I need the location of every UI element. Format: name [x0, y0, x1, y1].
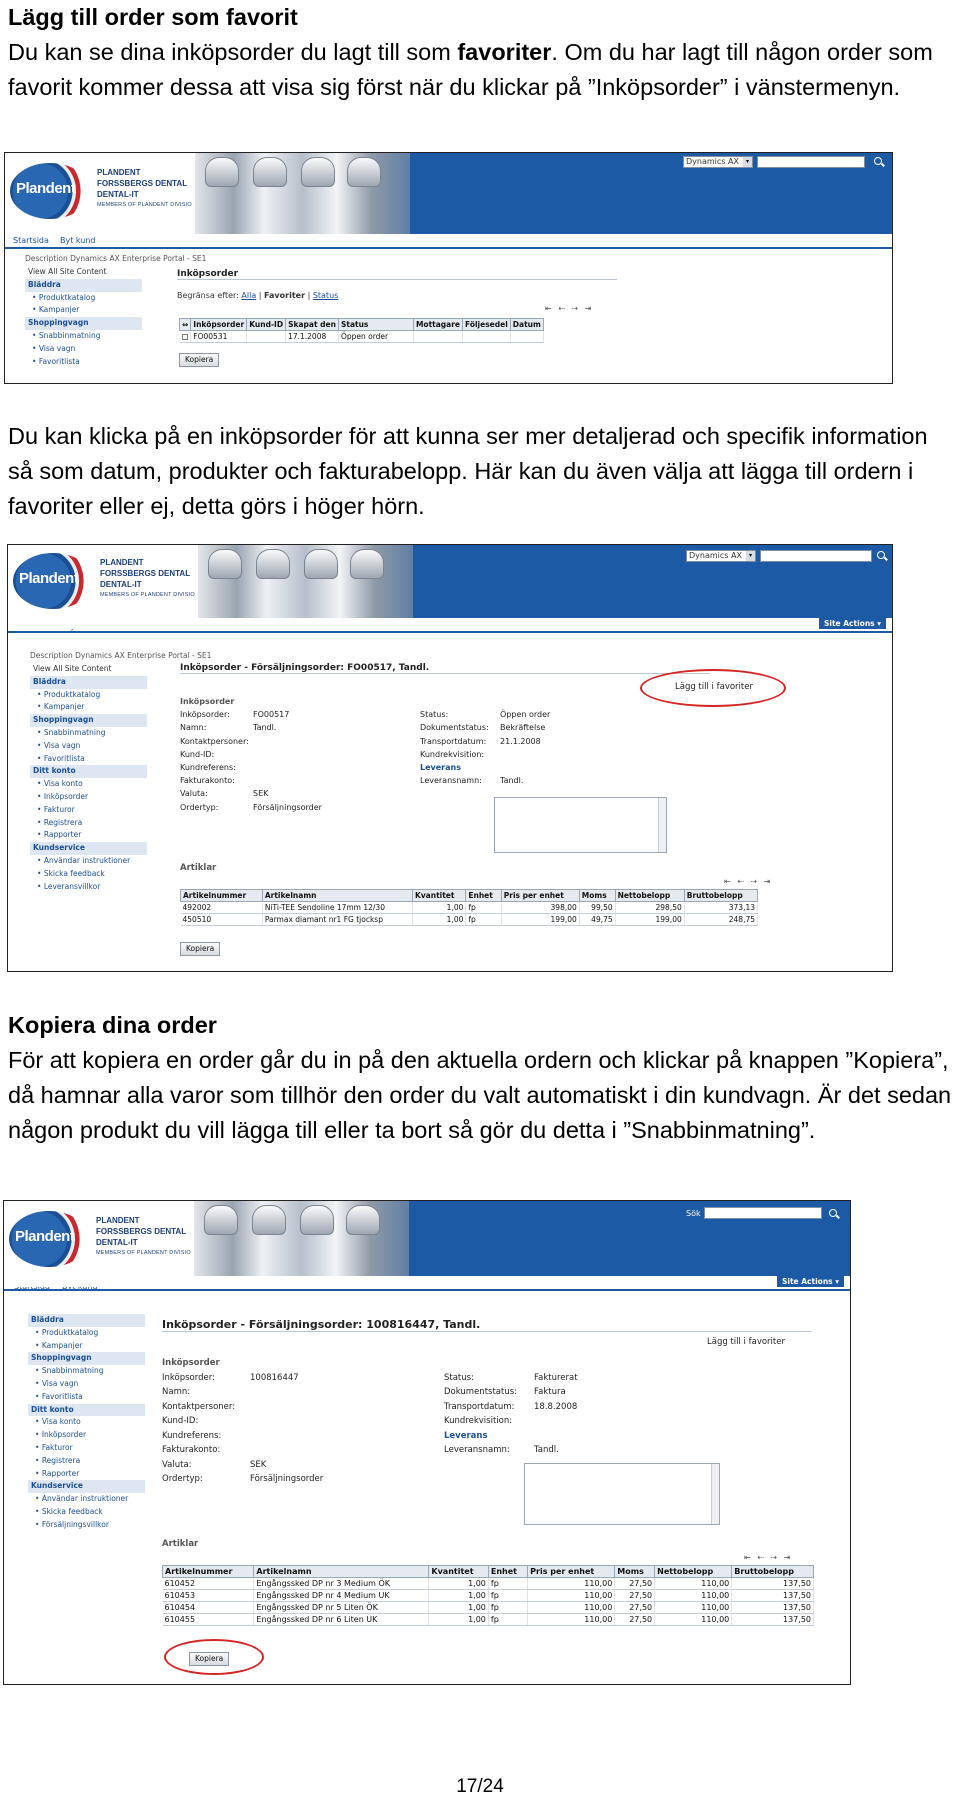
nav-campaigns[interactable]: • Kampanjer — [25, 304, 142, 317]
nav-products[interactable]: • Produktkatalog — [25, 292, 142, 305]
add-to-favorites-link[interactable]: Lägg till i favoriter — [707, 1337, 785, 1347]
nav-reports[interactable]: • Rapporter — [30, 829, 147, 842]
nav-group-browse: Bläddra — [30, 676, 147, 689]
portal-header — [8, 545, 892, 620]
nav-user-instructions[interactable]: • Användar instruktioner — [28, 1493, 145, 1506]
plandent-logo: Plandent — [10, 163, 90, 219]
left-nav — [28, 1314, 145, 1532]
nav-switch-customer-link[interactable]: Byt kund — [60, 236, 96, 245]
dental-tools-image — [194, 1201, 409, 1279]
portal-description: Description Dynamics AX Enterprise Portal - SE1 — [25, 254, 207, 263]
dental-tools-image — [198, 545, 413, 620]
search-input[interactable] — [757, 156, 865, 168]
table-row[interactable]: 610452 Engångssked DP nr 3 Medium ÖK 1,00 fp 110,00 27,50 110,00 137,50 — [163, 1578, 814, 1590]
page-number: 17/24 — [456, 1776, 504, 1797]
notes-textarea[interactable] — [524, 1463, 720, 1525]
nav-registers[interactable]: • Registrera — [28, 1455, 145, 1468]
nav-group-service: Kundservice — [28, 1480, 145, 1493]
nav-sales-terms[interactable]: • Försäljningsvillkor — [28, 1519, 145, 1532]
section3-body: För att kopiera en order går du in på den aktuella ordern och klickar på knappen ”Kopiera”, då hamnar alla varor som tillhör den order du valt automatiskt i din kundvagn. Är det sedan någon produkt du vill lägga till eller ta bort så gör du detta i ”Snabbinmatning”. — [8, 1047, 952, 1143]
nav-favorites[interactable]: • Favoritlista — [28, 1391, 145, 1404]
section3-title: Kopiera dina order — [8, 1012, 217, 1038]
search-icon[interactable] — [829, 1209, 837, 1217]
nav-invoices[interactable]: • Fakturor — [30, 804, 147, 817]
dynamics-dropdown[interactable]: Dynamics AX ▾ — [683, 156, 753, 168]
nav-reports[interactable]: • Rapporter — [28, 1468, 145, 1481]
nav-purchase-orders[interactable]: • Inköpsorder — [28, 1429, 145, 1442]
table-row[interactable]: 492002 NiTi-TEE Sendoline 17mm 12/30 1,00 fp 398,00 99,50 298,50 373,13 — [181, 902, 758, 914]
nav-home-link[interactable]: Startsida — [13, 236, 49, 245]
nav-group-shopping: Shoppingvagn — [30, 714, 147, 727]
portal-description: Description Dynamics AX Enterprise Portal - SE1 — [30, 651, 212, 660]
dynamics-dropdown[interactable]: Dynamics AX ▾ — [686, 550, 756, 562]
table-row[interactable]: 610454 Engångssked DP nr 5 Liten ÖK 1,00 fp 110,00 27,50 110,00 137,50 — [163, 1602, 814, 1614]
row-checkbox[interactable] — [182, 334, 188, 340]
nav-campaigns[interactable]: • Kampanjer — [28, 1340, 145, 1353]
nav-products[interactable]: • Produktkatalog — [30, 689, 147, 702]
nav-group-shopping: Shoppingvagn — [28, 1352, 145, 1365]
nav-user-instructions[interactable]: • Användar instruktioner — [30, 855, 147, 868]
search-icon[interactable] — [877, 551, 885, 559]
add-to-favorites-link[interactable]: Lägg till i favoriter — [675, 682, 753, 692]
paragraph-details: Du kan klicka på en inköpsorder för att kunna ser mer detaljerad och specifik information så som datum, produkter och fakturabelopp. Här kan du även välja att lägga till ordern i favoriter eller ej, detta görs i höger hörn. — [8, 423, 928, 519]
view-all-link[interactable]: View All Site Content — [33, 664, 112, 673]
nav-group-account: Ditt konto — [28, 1404, 145, 1417]
order-details-left: Inköpsorder Inköpsorder: 100816447 Namn: Kontaktpersoner: Kund-ID: Kundreferens: Fakturakonto: Valuta: SEK Ordertyp: Försäljningsorder — [162, 1358, 324, 1484]
section1-text-b: . Om du har lagt till någon order som favorit kommer dessa att visa sig först när du klickar på ”Inköpsorder” i vänstermenyn. — [8, 39, 933, 100]
orders-table: ⇔ Inköpsorder Kund-ID Skapat den Status Mottagare Följesedel Datum FO00531 17.1.2008 Öppen order — [179, 318, 544, 343]
section3-text — [8, 1008, 956, 1148]
search-input[interactable] — [760, 550, 872, 562]
notes-textarea[interactable] — [494, 797, 667, 853]
search-input[interactable] — [704, 1207, 822, 1219]
nav-show-account[interactable]: • Visa konto — [28, 1416, 145, 1429]
articles-table: Artikelnummer Artikelnamn Kvantitet Enhet Pris per enhet Moms Nettobelopp Bruttobelopp 610452 Engångssked DP nr 3 Medium ÖK 1,00 fp 110,00 27,50 110,00 137,50 610453 Engångssked DP nr 4 Medium UK 1,00 fp 110,00 27,50 110,00 137,50 610454 Engångssked DP nr 5 Liten ÖK 1,00 fp 110,00 27,50 110,00 137,50 610455 Engångssked DP nr 6 Liten UK 1,00 fp 110,00 27,50 110,00 137,50 — [162, 1565, 814, 1626]
nav-quick-entry[interactable]: • Snabbinmatning — [28, 1365, 145, 1378]
copy-button[interactable]: Kopiera — [180, 942, 220, 956]
site-actions-menu[interactable]: Site Actions ▾ — [819, 618, 886, 629]
table-row[interactable]: 450510 Parmax diamant nr1 FG tjocksp 1,00 fp 199,00 49,75 199,00 248,75 — [181, 914, 758, 926]
filter-favorites[interactable]: Favoriter — [264, 291, 306, 300]
page-title: Inköpsorder - Försäljningsorder: 100816447, Tandl. — [162, 1318, 812, 1332]
nav-group-browse: Bläddra — [25, 279, 142, 292]
pager-arrows[interactable]: ⇤ ⇠ ⇢ ⇥ — [744, 1553, 793, 1562]
search-label: Sök — [686, 1209, 701, 1218]
nav-favorites[interactable]: • Favoritlista — [25, 356, 142, 369]
page-title: Inköpsorder — [177, 269, 617, 280]
nav-show-cart[interactable]: • Visa vagn — [25, 343, 142, 356]
view-all-link[interactable]: View All Site Content — [28, 267, 107, 276]
nav-feedback[interactable]: • Skicka feedback — [28, 1506, 145, 1519]
nav-show-account[interactable]: • Visa konto — [30, 778, 147, 791]
brand-block: PLANDENT FORSSBERGS DENTAL DENTAL-IT MEMBERS OF PLANDENT DIVISIO — [96, 1216, 191, 1256]
portal-header — [4, 1201, 850, 1279]
order-details-left: Inköpsorder Inköpsorder: FO00517 Namn: Tandl. Kontaktpersoner: Kund-ID: Kundreferens: Fakturakonto: Valuta: SEK Ordertyp: Försäljningsorder — [180, 697, 322, 812]
nav-campaigns[interactable]: • Kampanjer — [30, 701, 147, 714]
nav-group-browse: Bläddra — [28, 1314, 145, 1327]
search-icon[interactable] — [874, 157, 882, 165]
table-row[interactable]: 610453 Engångssked DP nr 4 Medium UK 1,00 fp 110,00 27,50 110,00 137,50 — [163, 1590, 814, 1602]
order-details-right: Status: Fakturerat Dokumentstatus: Faktura Transportdatum: 18.8.2008 Kundrekvisition: Leverans Leveransnamn: Tandl. — [444, 1372, 578, 1455]
copy-button[interactable]: Kopiera — [189, 1652, 229, 1666]
nav-purchase-orders[interactable]: • Inköpsorder — [30, 791, 147, 804]
nav-registers[interactable]: • Registrera — [30, 817, 147, 830]
filter-all-link[interactable]: Alla — [241, 291, 257, 300]
articles-title: Artiklar — [180, 863, 217, 873]
portal-header — [5, 153, 892, 234]
nav-delivery-terms[interactable]: • Leveransvillkor — [30, 881, 147, 894]
highlight-ring — [640, 669, 786, 707]
table-row[interactable]: 610455 Engångssked DP nr 6 Liten UK 1,00 fp 110,00 27,50 110,00 137,50 — [163, 1614, 814, 1626]
section1-text-bold: favoriter — [457, 39, 552, 65]
screenshot-copy-order — [3, 1200, 851, 1685]
nav-favorites[interactable]: • Favoritlista — [30, 753, 147, 766]
table-row[interactable]: FO00531 17.1.2008 Öppen order — [180, 331, 544, 343]
pager-arrows[interactable]: ⇤ ⇠ ⇢ ⇥ — [545, 304, 594, 313]
articles-title: Artiklar — [162, 1539, 199, 1549]
nav-feedback[interactable]: • Skicka feedback — [30, 868, 147, 881]
brand-block: PLANDENT FORSSBERGS DENTAL DENTAL-IT MEMBERS OF PLANDENT DIVISIO — [100, 558, 195, 598]
site-actions-menu[interactable]: Site Actions ▾ — [777, 1276, 844, 1287]
pager-arrows[interactable]: ⇤ ⇠ ⇢ ⇥ — [724, 877, 773, 886]
plandent-logo: Plandent — [9, 1211, 89, 1267]
dental-tools-image — [195, 153, 410, 234]
nav-group-account: Ditt konto — [30, 765, 147, 778]
section1-title: Lägg till order som favorit — [8, 4, 298, 30]
nav-show-cart[interactable]: • Visa vagn — [28, 1378, 145, 1391]
screenshot-order-details — [7, 544, 893, 972]
nav-invoices[interactable]: • Fakturor — [28, 1442, 145, 1455]
section1-text-a: Du kan se dina inköpsorder du lagt till som — [8, 39, 458, 65]
nav-show-cart[interactable]: • Visa vagn — [30, 740, 147, 753]
top-nav — [5, 234, 892, 248]
filter-bar: Begränsa efter: Alla | Favoriter | Status — [177, 291, 339, 300]
brand-block: PLANDENT FORSSBERGS DENTAL DENTAL-IT MEMBERS OF PLANDENT DIVISIO — [97, 168, 192, 208]
nav-quick-entry[interactable]: • Snabbinmatning — [25, 330, 142, 343]
nav-products[interactable]: • Produktkatalog — [28, 1327, 145, 1340]
left-nav — [30, 663, 147, 893]
left-nav — [25, 266, 142, 368]
page-title: Inköpsorder - Försäljningsorder: FO00517, Tandl. — [180, 663, 710, 674]
nav-group-shopping: Shoppingvagn — [25, 317, 142, 330]
order-details-right: Status: Öppen order Dokumentstatus: Bekräftelse Transportdatum: 21.1.2008 Kundrekvisition: Leverans Leveransnamn: Tandl. — [420, 710, 551, 786]
filter-status-link[interactable]: Status — [312, 291, 339, 300]
section1-text — [8, 0, 956, 105]
copy-button[interactable]: Kopiera — [179, 353, 219, 367]
nav-group-service: Kundservice — [30, 842, 147, 855]
highlight-ring — [164, 1639, 264, 1675]
articles-table: Artikelnummer Artikelnamn Kvantitet Enhet Pris per enhet Moms Nettobelopp Bruttobelopp 492002 NiTi-TEE Sendoline 17mm 12/30 1,00 fp 398,00 99,50 298,50 373,13 450510 Parmax diamant nr1 FG tjocksp 1,00 fp 199,00 49,75 199,00 248,75 — [180, 889, 758, 926]
nav-quick-entry[interactable]: • Snabbinmatning — [30, 727, 147, 740]
screenshot-favorites-list — [4, 152, 893, 384]
plandent-logo: Plandent — [13, 553, 93, 609]
